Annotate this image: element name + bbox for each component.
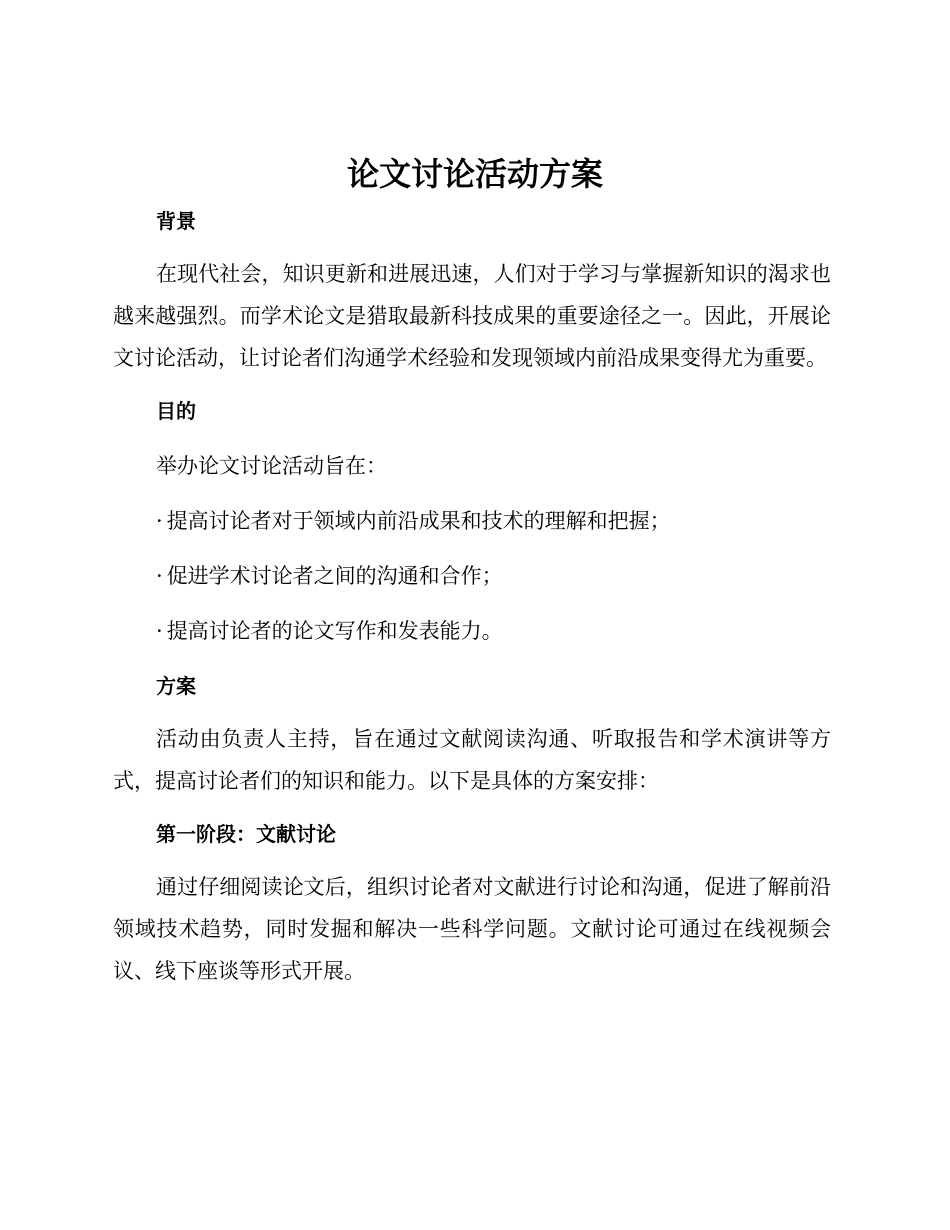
purpose-bullet [113,503,831,539]
background-paragraph: 在现代社会，知识更新和进展迅速，人们对于学习与掌握新知识的渴求也越来越强烈。而学术论文是猎取最新科技成果的重要途径之一。因此，开展论文讨论活动，让讨论者们沟通学术经验和发现领域内前沿成果变得尤为重要。 [113,262,831,370]
section-heading-purpose: 目的 [156,399,196,423]
document-title: 论文讨论活动方案 [346,155,603,193]
purpose-bullet [113,558,831,594]
plan-paragraph: 活动由负责人主持，旨在通过文献阅读沟通、听取报告和学术演讲等方式，提高讨论者们的知识和能力。以下是具体的方案安排： [113,727,831,793]
section-heading-stage1: 第一阶段：文献讨论 [156,822,336,846]
purpose-bullet-text: 提高讨论者对于领域内前沿成果和技术的理解和把握； [166,509,671,533]
document-body [113,203,831,992]
bullet-marker: · [156,509,163,533]
section-heading-background: 背景 [156,209,196,233]
section-heading-plan: 方案 [156,674,196,698]
stage1-paragraph: 通过仔细阅读论文后，组织讨论者对文献进行讨论和沟通，促进了解前沿领域技术趋势，同时发掘和解决一些科学问题。文献讨论可通过在线视频会议、线下座谈等形式开展。 [113,875,831,983]
purpose-bullet [113,613,831,649]
purpose-bullet-text: 提高讨论者的论文写作和发表能力。 [166,619,503,643]
bullet-marker: · [156,619,163,643]
bullet-marker: · [156,564,163,588]
purpose-bullet-text: 促进学术讨论者之间的沟通和合作； [166,564,503,588]
purpose-intro: 举办论文讨论活动旨在： [156,454,387,478]
